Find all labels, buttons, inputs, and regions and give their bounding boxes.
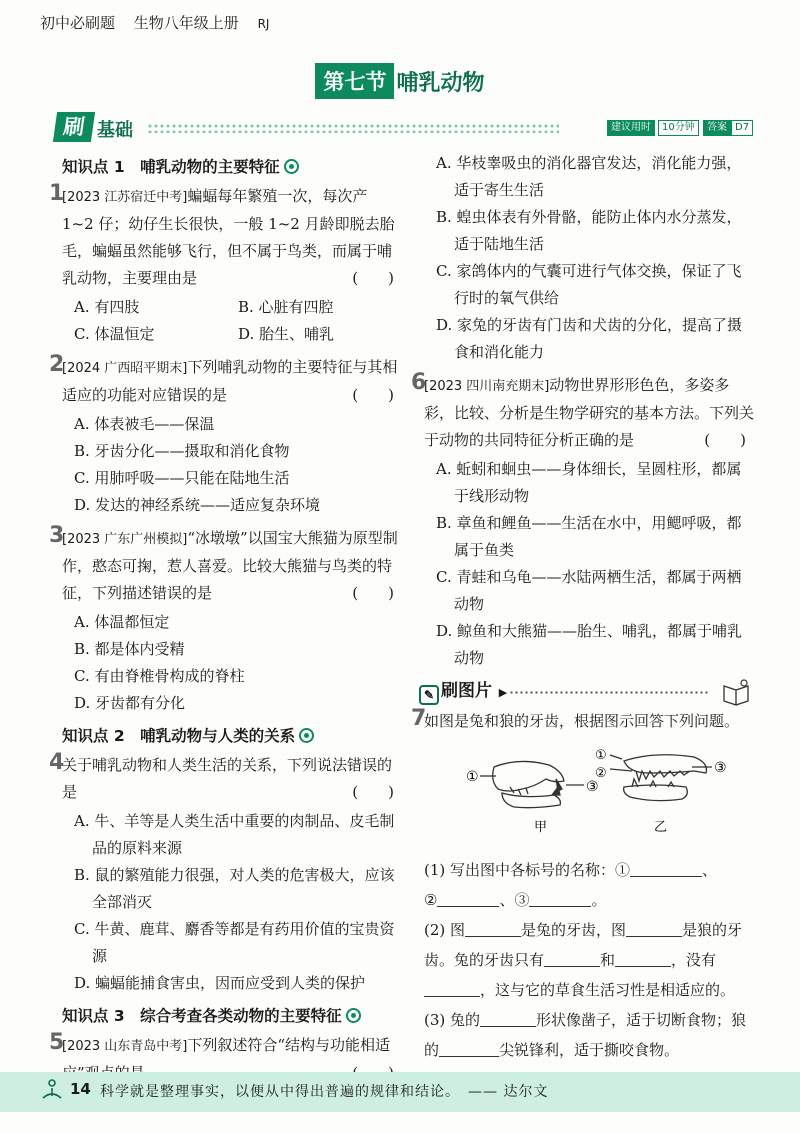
basic-practice-bar bbox=[55, 112, 750, 144]
answer-blank[interactable] bbox=[529, 891, 591, 907]
option-d[interactable]: D. 发达的神经系统——适应复杂环境 bbox=[74, 496, 321, 514]
option-b[interactable]: B. 牙齿分化——摄取和消化食物 bbox=[74, 442, 290, 460]
option-b[interactable]: B. 章鱼和鲤鱼——生活在水中，用鳃呼吸，都属于鱼类 bbox=[436, 514, 742, 559]
option-a[interactable]: A. 体表被毛——保温 bbox=[74, 415, 215, 433]
wolf-skull bbox=[610, 755, 712, 801]
question-2 bbox=[49, 352, 402, 409]
teeth-diagram bbox=[424, 743, 754, 851]
option-b[interactable]: B. 蝗虫体表有外骨骼，能防止体内水分蒸发，适于陆地生活 bbox=[436, 208, 742, 253]
answer-bracket: ( ) bbox=[352, 386, 394, 404]
arrow-icon: ▶ bbox=[498, 686, 508, 699]
question-stem: 下列哺乳动物的主要特征与其相适应的功能对应错误的是 bbox=[62, 358, 398, 404]
answer-blank[interactable] bbox=[626, 921, 682, 937]
book-name: 初中必刷题 bbox=[40, 14, 116, 32]
shua-badge: 刷 bbox=[53, 112, 95, 142]
page-number: 14 bbox=[70, 1080, 91, 1098]
answer-blank[interactable] bbox=[424, 981, 480, 997]
q7-part-3: (3) 兔的 形状像凿子，适于切断食物；狼的 尖锐锋利，适于撕咬食物。 bbox=[424, 1011, 747, 1059]
answer-blank[interactable] bbox=[437, 891, 499, 907]
answer-bracket: ( ) bbox=[704, 431, 746, 449]
subject-name: 生物八年级上册 bbox=[133, 14, 239, 32]
reading-person-icon bbox=[40, 1078, 64, 1102]
answer-blank[interactable] bbox=[480, 1011, 536, 1027]
picture-label: 刷图片 bbox=[441, 681, 492, 701]
q7-part-1: (1) 写出图中各标号的名称：① 、 ② 、③ 。 bbox=[424, 861, 718, 909]
option-c[interactable]: C. 牛黄、鹿茸、麝香等都是有药用价值的宝贵资源 bbox=[74, 920, 395, 965]
question-3 bbox=[49, 523, 402, 607]
answer-page: D7 bbox=[731, 120, 753, 136]
option-b[interactable]: B. 心脏有四腔 bbox=[238, 298, 334, 316]
book-icon bbox=[720, 678, 754, 708]
page-footer bbox=[0, 1072, 800, 1112]
option-c[interactable]: C. 体温恒定 bbox=[74, 325, 155, 343]
section-number: 第七节 bbox=[315, 63, 394, 99]
option-d[interactable]: D. 家兔的牙齿有门齿和犬齿的分化，提高了摄食和消化能力 bbox=[436, 316, 743, 361]
option-b[interactable]: B. 都是体内受精 bbox=[74, 640, 185, 658]
marker-1-left: ① bbox=[466, 769, 479, 785]
question-source: [2024 广西昭平期末] bbox=[62, 361, 188, 376]
q7-part-2: (2) 图 是兔的牙齿，图 是狼的牙齿。兔的牙齿只有 和 ，没有，这与它的草食生活习性是相适应的。 bbox=[424, 921, 743, 999]
option-d[interactable]: D. 鲸鱼和大熊猫——胎生、哺乳，都属于哺乳动物 bbox=[436, 622, 743, 667]
answer-blank[interactable] bbox=[544, 951, 600, 967]
answer-blank[interactable] bbox=[439, 1041, 499, 1057]
question-number: 7 bbox=[411, 706, 427, 731]
question-stem: 动物世界形形色色，多姿多彩，比较、分析是生物学研究的基本方法。下列关于动物的共同特征分析正确的是 bbox=[424, 376, 755, 449]
answer-bracket: ( ) bbox=[352, 269, 394, 287]
dotted-divider bbox=[147, 123, 559, 133]
question-number: 2 bbox=[49, 352, 65, 377]
right-column bbox=[411, 150, 755, 1065]
options-row bbox=[62, 321, 402, 348]
option-a[interactable]: A. 牛、羊等是人类生活中重要的肉制品、皮毛制品的原料来源 bbox=[74, 812, 395, 857]
question-1 bbox=[49, 181, 402, 292]
marker-3-right: ③ bbox=[714, 760, 727, 776]
question-stem: 关于哺乳动物和人类生活的关系，下列说法错误的是 bbox=[62, 756, 393, 801]
answer-label: 答案 bbox=[703, 120, 731, 136]
question-source: [2023 山东青岛中考] bbox=[62, 1039, 188, 1054]
dotted-divider bbox=[509, 690, 709, 696]
question-number: 3 bbox=[49, 523, 65, 548]
option-b[interactable]: B. 鼠的繁殖能力很强，对人类的危害极大，应该全部消灭 bbox=[74, 866, 395, 911]
knowledge-point-2: 知识点 2 哺乳动物与人类的关系 bbox=[62, 723, 402, 750]
figure-label-yi: 乙 bbox=[654, 820, 668, 835]
question-7 bbox=[411, 706, 754, 735]
target-icon bbox=[299, 728, 314, 743]
option-c[interactable]: C. 青蛙和乌龟——水陆两栖生活，都属于两栖动物 bbox=[436, 568, 742, 613]
option-c[interactable]: C. 有由脊椎骨构成的脊柱 bbox=[74, 667, 245, 685]
question-stem: 下列叙述符合“结构与功能相适 bbox=[187, 1036, 391, 1054]
option-d[interactable]: D. 牙齿都有分化 bbox=[74, 694, 186, 712]
option-a[interactable]: A. 体温都恒定 bbox=[74, 613, 170, 631]
figure-label-jia: 甲 bbox=[534, 820, 548, 835]
time-value: 10分钟 bbox=[658, 120, 699, 136]
left-column bbox=[49, 150, 402, 1089]
question-6 bbox=[411, 370, 755, 454]
answer-blank[interactable] bbox=[630, 861, 702, 877]
running-header bbox=[40, 12, 283, 33]
basic-label: 基础 bbox=[97, 120, 133, 141]
rabbit-skull bbox=[480, 761, 584, 807]
question-stem: 蝙蝠每年繁殖一次，每次产 1~2 仔；幼仔生长很快，一般 1~2 月龄即脱去胎毛，蝙蝠虽然能够飞行，但不属于鸟类，而属于哺乳动物，主要理由是 bbox=[62, 187, 395, 287]
brush-icon: ✎ bbox=[419, 685, 439, 705]
section-name: 哺乳动物 bbox=[396, 70, 485, 96]
option-a[interactable]: A. 华枝睾吸虫的消化器官发达，消化能力强，适于寄生生活 bbox=[436, 154, 742, 199]
time-label: 建议用时 bbox=[607, 120, 655, 136]
option-c[interactable]: C. 用肺呼吸——只能在陆地生活 bbox=[74, 469, 290, 487]
question-source: [2023 江苏宿迁中考] bbox=[62, 190, 188, 205]
teeth-figure bbox=[424, 743, 754, 851]
question-source: [2023 四川南充期末] bbox=[424, 379, 550, 394]
marker-3-left: ③ bbox=[586, 779, 599, 795]
target-icon bbox=[284, 159, 299, 174]
marker-1-right: ① bbox=[595, 748, 607, 763]
question-number: 4 bbox=[49, 750, 65, 775]
options-row bbox=[62, 294, 402, 321]
question-number: 5 bbox=[49, 1030, 65, 1055]
knowledge-point-1: 知识点 1 哺乳动物的主要特征 bbox=[62, 154, 402, 181]
answer-bracket: ( ) bbox=[352, 783, 394, 801]
answer-blank[interactable] bbox=[465, 921, 521, 937]
question-4 bbox=[49, 750, 402, 806]
footer-quote: 科学就是整理事实，以便从中得出普遍的规律和结论。 —— 达尔文 bbox=[100, 1084, 549, 1100]
question-number: 1 bbox=[49, 181, 65, 206]
option-d[interactable]: D. 蝙蝠能捕食害虫，因而应受到人类的保护 bbox=[74, 974, 366, 992]
question-source: [2023 广东广州模拟] bbox=[62, 532, 188, 547]
question-stem: 如图是兔和狼的牙齿，根据图示回答下列问题。 bbox=[424, 712, 740, 730]
question-number: 6 bbox=[411, 370, 427, 395]
section-title bbox=[0, 63, 800, 97]
option-a[interactable]: A. 有四肢 bbox=[74, 298, 140, 316]
picture-practice-bar bbox=[419, 678, 754, 708]
knowledge-point-3: 知识点 3 综合考查各类动物的主要特征 bbox=[62, 1003, 402, 1030]
marker-2-right: ② bbox=[595, 766, 607, 781]
answer-blank[interactable] bbox=[615, 951, 671, 967]
edition-tag: RJ bbox=[257, 17, 270, 31]
option-a[interactable]: A. 蚯蚓和蛔虫——身体细长，呈圆柱形，都属于线形动物 bbox=[436, 460, 742, 505]
question-stem: “冰墩墩”以国宝大熊猫为原型制作，憨态可掬，惹人喜爱。比较大熊猫与鸟类的特征，下列描述错误的是 bbox=[62, 529, 398, 602]
target-icon bbox=[346, 1008, 361, 1023]
option-c[interactable]: C. 家鸽体内的气囊可进行气体交换，保证了飞行时的氧气供给 bbox=[436, 262, 742, 307]
answer-bracket: ( ) bbox=[352, 584, 394, 602]
option-d[interactable]: D. 胎生、哺乳 bbox=[238, 325, 335, 343]
